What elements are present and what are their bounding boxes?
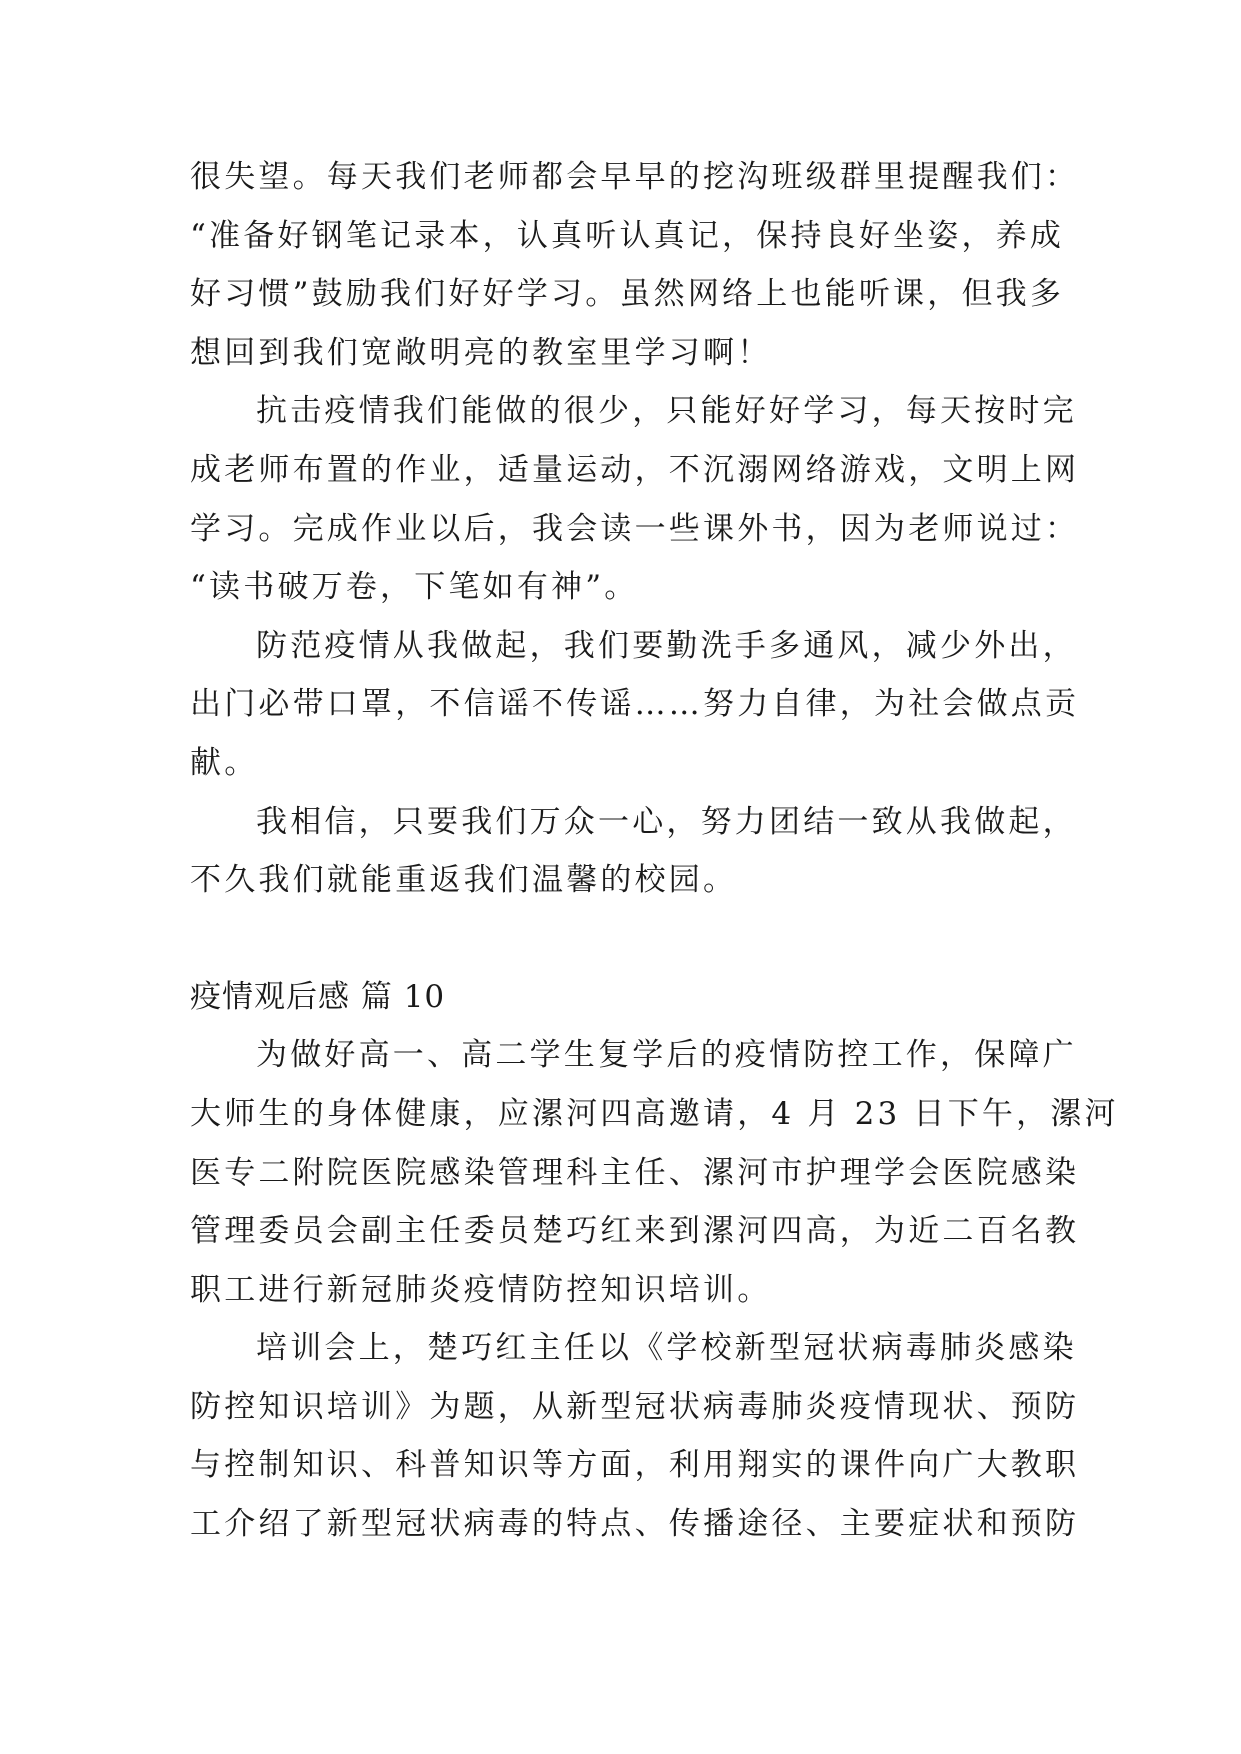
section-spacer: [190, 910, 1050, 968]
text-line: 职工进行新冠肺炎疫情防控知识培训。: [190, 1271, 772, 1308]
text-line: 抗击疫情我们能做的很少，只能好好学习，每天按时完: [256, 393, 1077, 430]
text-line: 我相信，只要我们万众一心，努力团结一致从我做起，: [256, 803, 1077, 840]
text-line: 工介绍了新型冠状病毒的特点、传播途径、主要症状和预防: [190, 1506, 1080, 1543]
text-line: 大师生的身体健康，应漯河四高邀请，4 月 23 日下午，漯河: [190, 1095, 1119, 1132]
text-line: 为做好高一、高二学生复学后的疫情防控工作，保障广: [256, 1037, 1077, 1074]
text-line: “读书破万卷，下笔如有神”。: [190, 569, 639, 606]
text-line: 好习惯”鼓励我们好好学习。虽然网络上也能听课，但我多: [190, 276, 1065, 313]
text-line: 不久我们就能重返我们温馨的校园。: [190, 862, 738, 899]
text-line: 医专二附院医院感染管理科主任、漯河市护理学会医院感染: [190, 1154, 1080, 1191]
text-line: 与控制知识、科普知识等方面，利用翔实的课件向广大教职: [190, 1447, 1080, 1484]
text-line: 很失望。每天我们老师都会早早的挖沟班级群里提醒我们：: [190, 159, 1080, 195]
text-line: 学习。完成作业以后，我会读一些课外书，因为老师说过：: [190, 510, 1080, 547]
paragraph: [190, 148, 1080, 382]
body-text-before-heading: [190, 148, 1080, 910]
section-heading: 疫情观后感 篇 10: [190, 978, 446, 1015]
text-line: 想回到我们宽敞明亮的教室里学习啊！: [190, 334, 772, 371]
document-page: [190, 148, 1119, 1554]
paragraph: [190, 1319, 1080, 1553]
paragraph: [190, 382, 1080, 616]
text-line: 献。: [190, 744, 259, 781]
paragraph: [190, 793, 1077, 910]
text-line: 管理委员会副主任委员楚巧红来到漯河四高，为近二百名教: [190, 1213, 1080, 1250]
body-text-after-heading: [190, 1026, 1119, 1553]
text-line: 出门必带口罩，不信谣不传谣……努力自律，为社会做点贡: [190, 686, 1080, 723]
text-line: 防范疫情从我做起，我们要勤洗手多通风，减少外出，: [256, 627, 1077, 664]
text-line: 培训会上，楚巧红主任以《学校新型冠状病毒肺炎感染: [256, 1330, 1077, 1367]
text-line: 防控知识培训》为题，从新型冠状病毒肺炎疫情现状、预防: [190, 1388, 1080, 1425]
paragraph: [190, 1026, 1119, 1319]
paragraph: [190, 617, 1080, 793]
text-line: “准备好钢笔记录本，认真听认真记，保持良好坐姿，养成: [190, 217, 1065, 254]
text-line: 成老师布置的作业，适量运动，不沉溺网络游戏，文明上网: [190, 451, 1080, 488]
